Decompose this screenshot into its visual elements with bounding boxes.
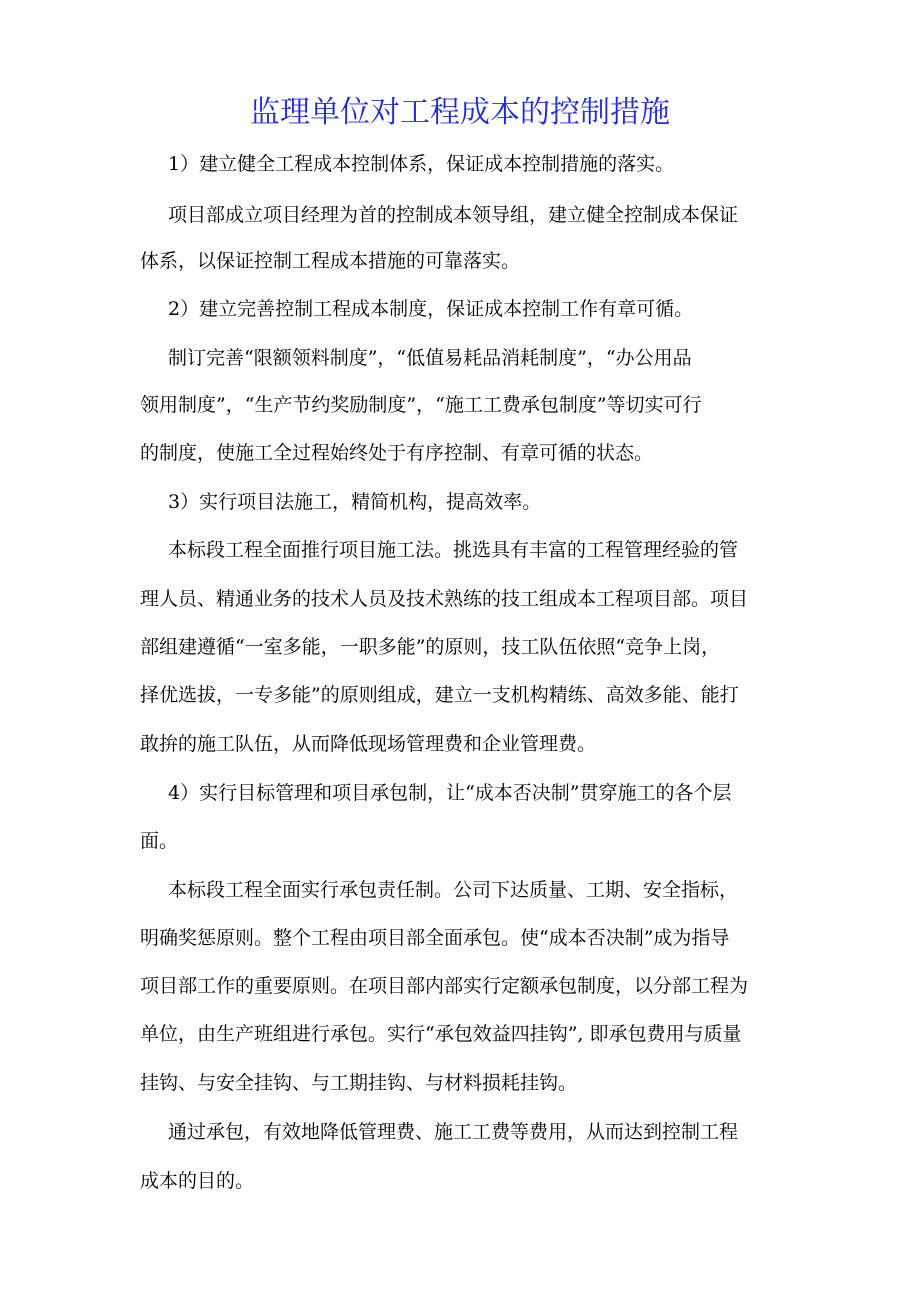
paragraph-line: 面。 — [140, 830, 179, 852]
paragraph-line: 项目部工作的重要原则。在项目部内部实行定额承包制度，以分部工程为 — [140, 975, 749, 997]
paragraph-line: 理人员、精通业务的技术人员及技术熟练的技工组成本工程项目部。项目 — [140, 588, 749, 610]
heading-2: 2）建立完善控制工程成本制度，保证成本控制工作有章可循。 — [168, 298, 694, 320]
heading-4: 4）实行目标管理和项目承包制，让“成本否决制”贯穿施工的各个层 — [168, 782, 732, 804]
paragraph-line: 挂钩、与安全挂钩、与工期挂钩、与材料损耗挂钩。 — [140, 1072, 578, 1094]
heading-3: 3）实行项目法施工，精简机构，提高效率。 — [168, 491, 542, 513]
paragraph-line: 部组建遵循“一室多能，一职多能”的原则，技工队伍依照“竞争上岗， — [140, 636, 721, 658]
paragraph-line: 本标段工程全面推行项目施工法。挑选具有丰富的工程管理经验的管 — [168, 539, 739, 561]
paragraph-line: 择优选拔，一专多能”的原则组成，建立一支机构精练、高效多能、能打 — [140, 684, 739, 706]
paragraph-line: 本标段工程全面实行承包责任制。公司下达质量、工期、安全指标， — [168, 879, 739, 901]
paragraph-line: 制订完善“限额领料制度”，“低值易耗品消耗制度”，“办公用品 — [168, 347, 692, 369]
heading-1: 1）建立健全工程成本控制体系，保证成本控制措施的落实。 — [168, 153, 675, 175]
paragraph-line: 体系，以保证控制工程成本措施的可靠落实。 — [140, 250, 521, 272]
paragraph-line: 项目部成立项目经理为首的控制成本领导组，建立健全控制成本保证 — [168, 204, 739, 226]
paragraph-line: 成本的目的。 — [140, 1170, 255, 1192]
paragraph-line: 单位，由生产班组进行承包。实行“承包效益四挂钩”, 即承包费用与质量 — [140, 1023, 742, 1045]
paragraph-line: 领用制度”，“生产节约奖励制度”，“施工工费承包制度”等切实可行 — [140, 394, 702, 416]
paragraph-line: 通过承包，有效地降低管理费、施工工费等费用，从而达到控制工程 — [168, 1121, 739, 1143]
document-title: 监理单位对工程成本的控制措施 — [250, 95, 670, 130]
paragraph-line: 明确奖惩原则。整个工程由项目部全面承包。使“成本否决制”成为指导 — [140, 927, 730, 949]
paragraph-line: 的制度，使施工全过程始终处于有序控制、有章可循的状态。 — [140, 442, 654, 464]
paragraph-line: 敢拚的施工队伍，从而降低现场管理费和企业管理费。 — [140, 733, 597, 755]
